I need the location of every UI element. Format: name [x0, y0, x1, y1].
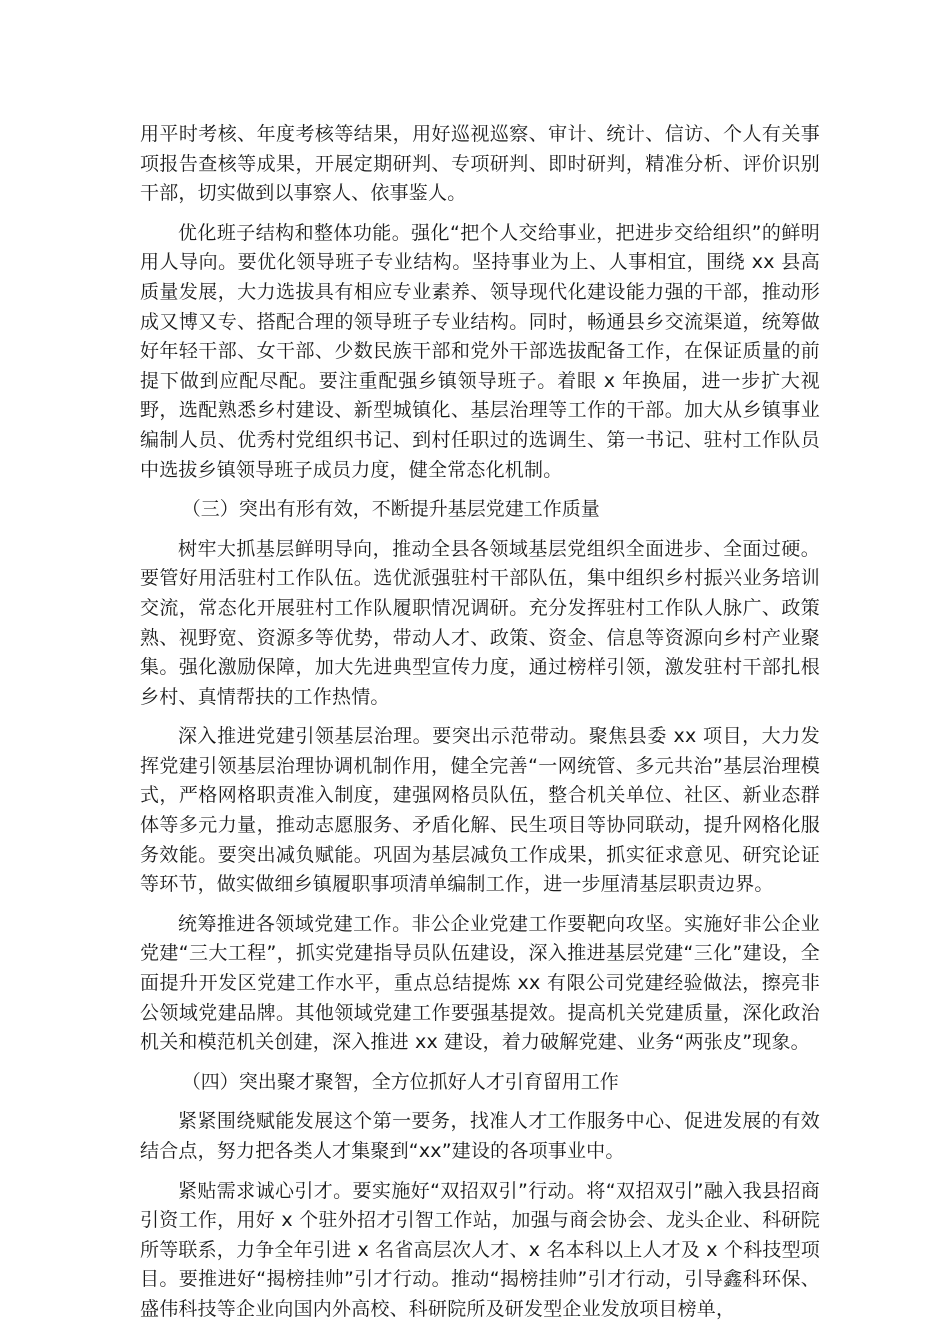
- document-page: [140, 120, 820, 1335]
- paragraph-4: 树牢大抓基层鲜明导向，推动全县各领域基层党组织全面进步、全面过硬。要管好用活驻村工作队伍。选优派强驻村干部队伍，集中组织乡村振兴业务培训交流，常态化开展驻村工作队履职情况调研。充分发挥驻村工作队人脉广、政策熟、视野宽、资源多等优势，带动人才、政策、资金、信息等资源向乡村产业聚集。强化激励保障，加大先进典型宣传力度，通过榜样引领，激发驻村干部扎根乡村、真情帮扶的工作热情。: [140, 537, 820, 708]
- paragraph-9: 紧贴需求诚心引才。要实施好“双招双引”行动。将“双招双引”融入我县招商引资工作，用好 x 个驻外招才引智工作站，加强与商会协会、龙头企业、科研院所等联系，力争全年引进 x 名省高层次人才、x 名本科以上人才及 x 个科技型项目。要推进好“揭榜挂帅”引才行动。推动“揭榜挂帅”引才行动，引导鑫科环保、盛伟科技等企业向国内外高校、科研院所及研发型企业发放项目榜单，: [140, 1179, 820, 1320]
- paragraph-8: 紧紧围绕赋能发展这个第一要务，找准人才工作服务中心、促进发展的有效结合点，努力把各类人才集聚到“xx”建设的各项事业中。: [140, 1110, 820, 1162]
- paragraph-6: 统筹推进各领域党建工作。非公企业党建工作要靶向攻坚。实施好非公企业党建“三大工程”，抓实党建指导员队伍建设，深入推进基层党建“三化”建设，全面提升开发区党建工作水平，重点总结提炼 xx 有限公司党建经验做法，擦亮非公领域党建品牌。其他领域党建工作要强基提效。提高机关党建质量，深化政治机关和模范机关创建，深入推进 xx 建设，着力破解党建、业务“两张皮”现象。: [140, 912, 820, 1054]
- paragraph-1: 用平时考核、年度考核等结果，用好巡视巡察、审计、统计、信访、个人有关事项报告查核等成果，开展定期研判、专项研判、即时研判，精准分析、评价识别干部，切实做到以事察人、依事鉴人。: [140, 123, 820, 205]
- paragraph-2: 优化班子结构和整体功能。强化“把个人交给事业，把进步交给组织”的鲜明用人导向。要优化领导班子专业结构。坚持事业为上、人事相宜，围绕 xx 县高质量发展，大力选拔具有相应专业素养、领导现代化建设能力强的干部，推动形成又博又专、搭配合理的领导班子专业结构。同时，畅通县乡交流渠道，统筹做好年轻干部、女干部、少数民族干部和党外干部选拔配备工作，在保证质量的前提下做到应配尽配。要注重配强乡镇领导班子。着眼 x 年换届，进一步扩大视野，选配熟悉乡村建设、新型城镇化、基层治理等工作的干部。加大从乡镇事业编制人员、优秀村党组织书记、到村任职过的选调生、第一书记、驻村工作队员中选拔乡镇领导班子成员力度，健全常态化机制。: [140, 221, 820, 481]
- section-heading-3: （三）突出有形有效，不断提升基层党建工作质量: [181, 498, 600, 521]
- section-heading-4: （四）突出聚才聚智，全方位抓好人才引育留用工作: [181, 1070, 619, 1093]
- paragraph-5: 深入推进党建引领基层治理。要突出示范带动。聚焦县委 xx 项目，大力发挥党建引领基层治理协调机制作用，健全完善“一网统管、多元共治”基层治理模式，严格网格职责准入制度，建强网格员队伍，整合机关单位、社区、新业态群体等多元力量，推动志愿服务、矛盾化解、民生项目等协同联动，提升网格化服务效能。要突出减负赋能。巩固为基层减负工作成果，抓实征求意见、研究论证等环节，做实做细乡镇履职事项清单编制工作，进一步厘清基层职责边界。: [140, 725, 820, 896]
